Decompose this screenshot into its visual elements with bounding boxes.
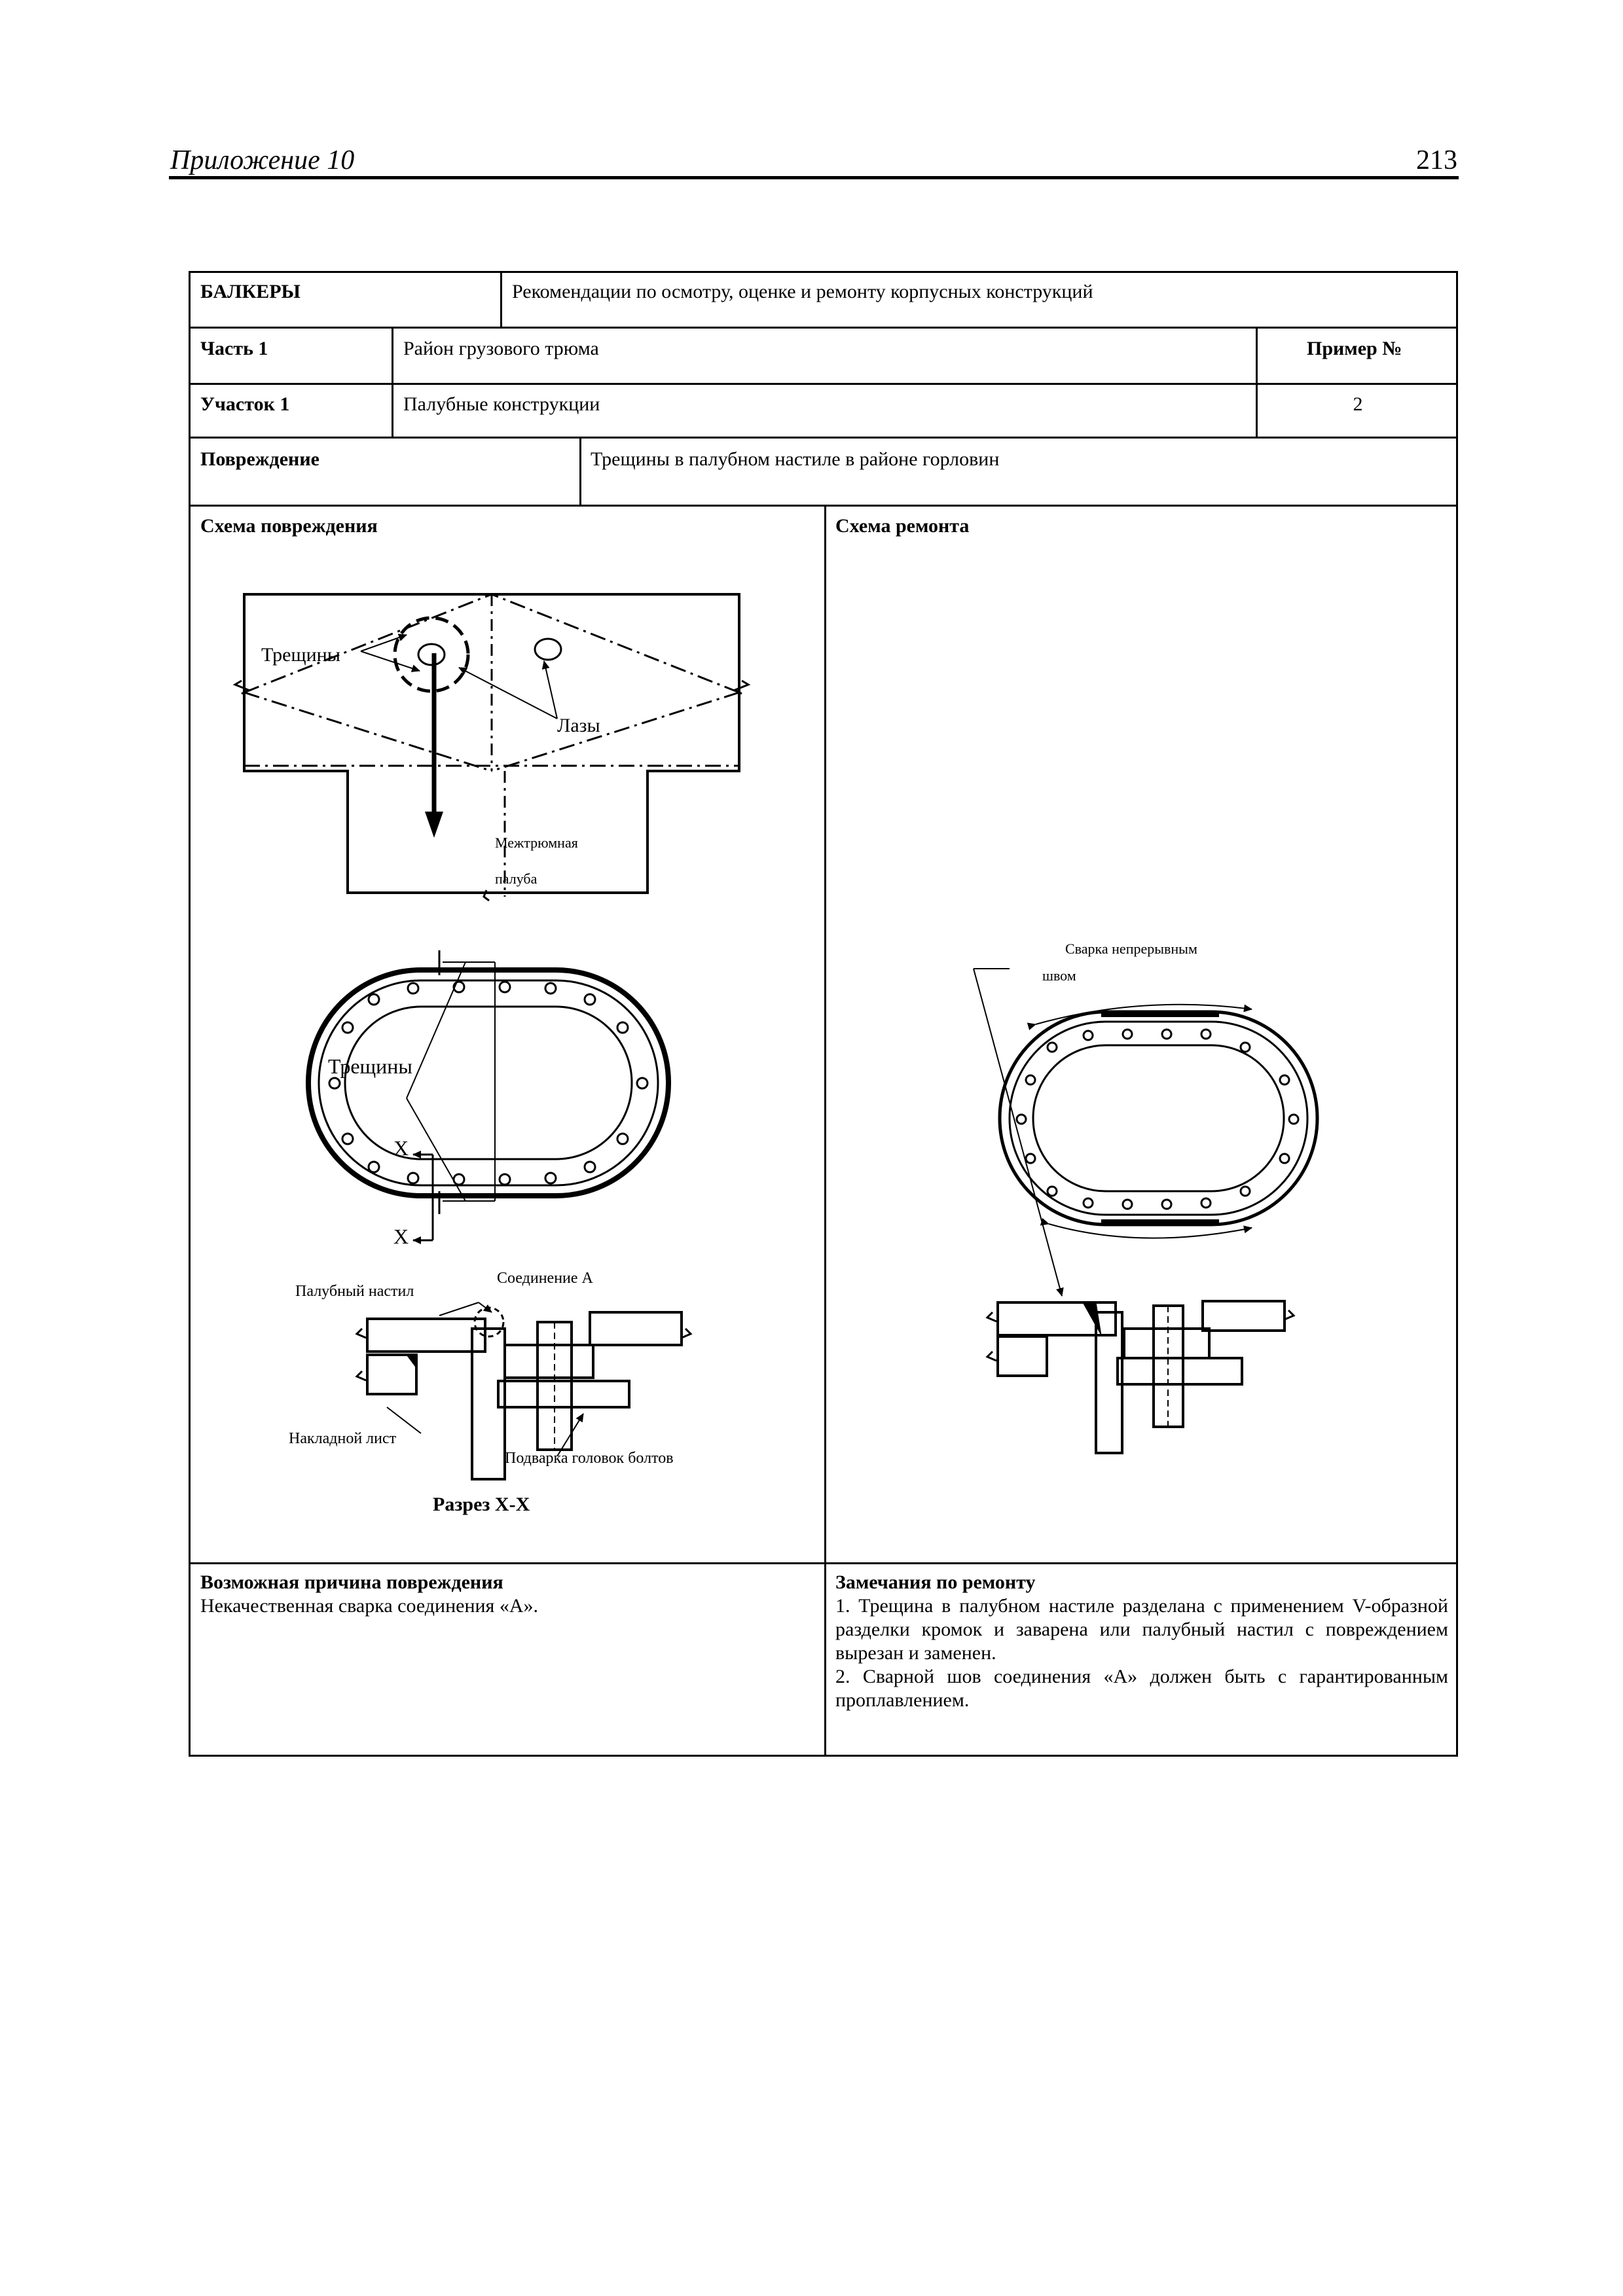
section-xx-title: Разрез X-X <box>433 1494 530 1515</box>
part-value: Район грузового трюма <box>403 338 599 359</box>
repair-section-detail <box>987 1301 1294 1453</box>
hatch-oval-view <box>308 950 668 1240</box>
interhold-deck-label-1: Межтрюмная <box>495 834 578 851</box>
page-number: 213 <box>1416 145 1457 175</box>
damage-value: Трещины в палубном настиле в районе горловин <box>591 448 1000 470</box>
deck-plating-label: Палубный настил <box>295 1283 414 1300</box>
cracks-label-top: Трещины <box>261 644 340 666</box>
deck-plan-view <box>235 594 748 901</box>
cause-text: Некачественная сварка соединения «А». <box>200 1595 539 1617</box>
bolt-weld-label: Подварка головок болтов <box>505 1450 674 1467</box>
cause-heading: Возможная причина повреждения <box>200 1571 503 1593</box>
section-mark-top: X <box>393 1136 409 1160</box>
page-header <box>169 141 1459 179</box>
document-title: Рекомендации по осмотру, оценке и ремонту корпусных конструкций <box>512 281 1093 302</box>
interhold-deck-label-2: палуба <box>495 870 538 887</box>
cracks-label-oval: Трещины <box>328 1054 412 1078</box>
damage-scheme-drawing <box>191 543 822 1558</box>
repair-scheme-drawing <box>826 543 1456 1558</box>
continuous-weld-label-2: швом <box>1042 967 1076 984</box>
remarks-item-1: 1. Трещина в палубном настиле разделана с применением V-образной разделки кромок и заварена или палубный настил с повреждением вырезан и заменен. <box>835 1595 1448 1664</box>
remarks-item-2: 2. Сварной шов соединения «А» должен быть с гарантированным проплавлением. <box>835 1666 1448 1711</box>
remarks-heading: Замечания по ремонту <box>835 1571 1036 1593</box>
example-label: Пример № <box>1307 338 1402 359</box>
section-label: Участок 1 <box>200 393 290 415</box>
manholes-label: Лазы <box>557 715 600 736</box>
repair-oval-view <box>974 969 1317 1296</box>
damage-scheme-heading: Схема повреждения <box>200 515 378 537</box>
joint-a-label: Соединение А <box>497 1270 593 1287</box>
category-label: БАЛКЕРЫ <box>200 281 301 302</box>
cover-plate-label: Накладной лист <box>289 1430 397 1447</box>
continuous-weld-label-1: Сварка непрерывным <box>1065 941 1197 957</box>
section-mark-bottom: X <box>393 1225 409 1248</box>
damage-label: Повреждение <box>200 448 319 470</box>
repair-scheme-heading: Схема ремонта <box>835 515 970 537</box>
appendix-title: Приложение 10 <box>170 145 355 175</box>
section-value: Палубные конструкции <box>403 393 600 415</box>
example-number: 2 <box>1353 393 1363 415</box>
part-label: Часть 1 <box>200 338 268 359</box>
